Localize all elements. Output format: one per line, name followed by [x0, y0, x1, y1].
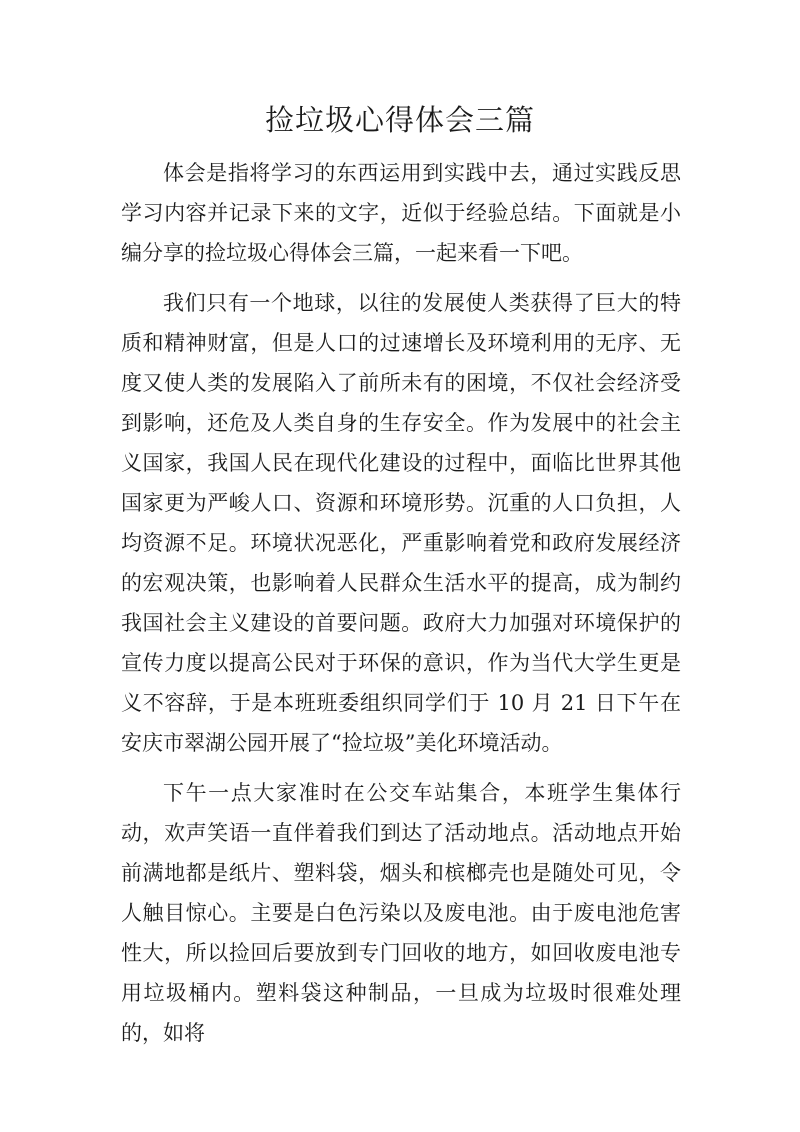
paragraph-activity: 下午一点大家准时在公交车站集合，本班学生集体行动，欢声笑语一直伴着我们到达了活动地点。活动地点开始前满地都是纸片、塑料袋，烟头和槟榔壳也是随处可见，令人触目惊心。主要是白色污染以及废电池。由于废电池危害性大，所以捡回后要放到专门回收的地方，如回收废电池专用垃圾桶内。塑料袋这种制品，一旦成为垃圾时很难处理的，如将 — [121, 781, 681, 1045]
paragraph-intro: 体会是指将学习的东西运用到实践中去，通过实践反思学习内容并记录下来的文字，近似于经验总结。下面就是小编分享的捡垃圾心得体会三篇，一起来看一下吧。 — [121, 161, 681, 265]
paragraph-background: 我们只有一个地球，以往的发展使人类获得了巨大的特质和精神财富，但是人口的过速增长及环境利用的无序、无度又使人类的发展陷入了前所未有的困境，不仅社会经济受到影响，还危及人类自身的生存安全。作为发展中的社会主义国家，我国人民在现代化建设的过程中，面临比世界其他国家更为严峻人口、资源和环境形势。沉重的人口负担，人均资源不足。环境状况恶化，严重影响着党和政府发展经济的宏观决策，也影响着人民群众生活水平的提高，成为制约我国社会主义建设的首要问题。政府大力加强对环境保护的宣传力度以提高公民对于环保的意识，作为当代大学生更是义不容辞，于是本班班委组织同学们于 10 月 21 日下午在安庆市翠湖公园开展了“捡垃圾”美化环境活动。 — [121, 291, 681, 755]
document-body — [121, 153, 681, 1063]
document-title: 捡垃圾心得体会三篇 — [264, 103, 535, 137]
